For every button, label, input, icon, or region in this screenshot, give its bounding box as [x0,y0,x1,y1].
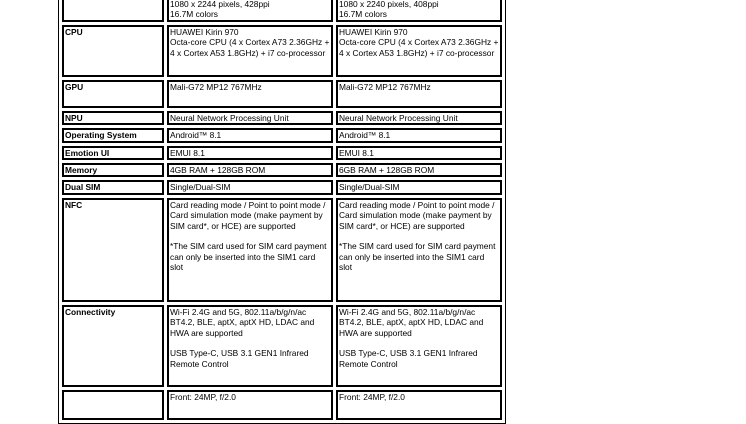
spec-value-line: Front: 24MP, f/2.0 [170,391,236,402]
spec-value-right [336,180,502,194]
spec-row [62,146,502,160]
spec-value-line: 1080 x 2240 pixels, 408ppi [339,0,439,9]
spec-value-line: USB Type-C, USB 3.1 GEN1 Infrared Remote Control [339,348,478,369]
spec-value-line: HUAWEI Kirin 970 [170,26,239,37]
spec-value-right [336,111,502,125]
spec-value-line [170,231,330,241]
spec-value-line: *The SIM card used for SIM card payment can only be inserted into the SIM1 card slot [170,241,327,273]
spec-value-line: 6GB RAM + 128GB ROM [339,165,435,176]
spec-value-left [167,198,333,302]
spec-label: Connectivity [62,305,164,387]
spec-row [62,180,502,194]
spec-value-line: 4GB RAM + 128GB ROM [170,165,266,176]
spec-value-line: 16.7M colors [170,9,218,20]
spec-value-line: USB Type-C, USB 3.1 GEN1 Infrared Remote Control [170,348,309,369]
spec-value-right [336,0,502,22]
spec-label: NPU [62,111,164,125]
spec-row [62,163,502,177]
spec-value-left [167,111,333,125]
spec-value-line: Android™ 8.1 [170,130,222,141]
spec-value-line: HUAWEI Kirin 970 [339,26,408,37]
spec-label: Dual SIM [62,180,164,194]
spec-value-left [167,80,333,108]
spec-table-body [62,0,502,420]
spec-row [62,128,502,142]
spec-label [62,0,164,22]
spec-label: Operating System [62,128,164,142]
spec-value-line: Neural Network Processing Unit [339,112,458,123]
spec-label: GPU [62,80,164,108]
spec-value-line: EMUI 8.1 [339,147,374,158]
spec-value-line: 16.7M colors [339,9,387,20]
spec-value-right [336,198,502,302]
spec-value-line: *The SIM card used for SIM card payment can only be inserted into the SIM1 card slot [339,241,496,273]
spec-value-left [167,146,333,160]
spec-sheet [58,0,498,424]
spec-label: Memory [62,163,164,177]
spec-value-line [170,338,330,348]
spec-row [62,198,502,302]
spec-value-left [167,390,333,420]
spec-label [62,390,164,420]
spec-value-line: Mali-G72 MP12 767MHz [170,81,262,92]
spec-value-line: Octa-core CPU (4 x Cortex A73 2.36GHz + 4 x Cortex A53 1.8GHz) + i7 co-processor [339,37,499,58]
spec-value-left [167,0,333,22]
spec-value-left [167,25,333,77]
spec-value-left [167,305,333,387]
spec-value-right [336,390,502,420]
spec-row [62,25,502,77]
spec-value-right [336,80,502,108]
spec-value-right [336,25,502,77]
spec-row [62,305,502,387]
spec-value-line: 1080 x 2244 pixels, 428ppi [170,0,270,9]
spec-value-line: Wi-Fi 2.4G and 5G, 802.11a/b/g/n/ac BT4.2, BLE, aptX, aptX HD, LDAC and HWA are supported [170,306,315,338]
spec-value-line [339,231,499,241]
spec-value-line: Card reading mode / Point to point mode / Card simulation mode (make payment by SIM card*, or HCE) are supported [170,199,326,231]
spec-label: Emotion UI [62,146,164,160]
spec-row [62,111,502,125]
spec-value-line: Card reading mode / Point to point mode / Card simulation mode (make payment by SIM card*, or HCE) are supported [339,199,495,231]
spec-value-left [167,128,333,142]
spec-value-line: Octa-core CPU (4 x Cortex A73 2.36GHz + 4 x Cortex A53 1.8GHz) + i7 co-processor [170,37,330,58]
spec-value-line: Single/Dual-SIM [170,182,231,193]
spec-value-right [336,128,502,142]
spec-value-line: Android™ 8.1 [339,130,391,141]
spec-row [62,80,502,108]
spec-value-line: EMUI 8.1 [170,147,205,158]
spec-value-left [167,180,333,194]
spec-value-line: Wi-Fi 2.4G and 5G, 802.11a/b/g/n/ac BT4.2, BLE, aptX, aptX HD, LDAC and HWA are supported [339,306,484,338]
spec-table [58,0,506,424]
spec-label: NFC [62,198,164,302]
spec-value-right [336,163,502,177]
spec-value-right [336,146,502,160]
spec-row [62,390,502,420]
spec-value-line: Mali-G72 MP12 767MHz [339,81,431,92]
spec-value-line [339,338,499,348]
spec-value-right [336,305,502,387]
spec-value-line: Front: 24MP, f/2.0 [339,391,405,402]
spec-row [62,0,502,22]
spec-value-line: Neural Network Processing Unit [170,112,289,123]
spec-label: CPU [62,25,164,77]
spec-value-line: Single/Dual-SIM [339,182,400,193]
spec-value-left [167,163,333,177]
